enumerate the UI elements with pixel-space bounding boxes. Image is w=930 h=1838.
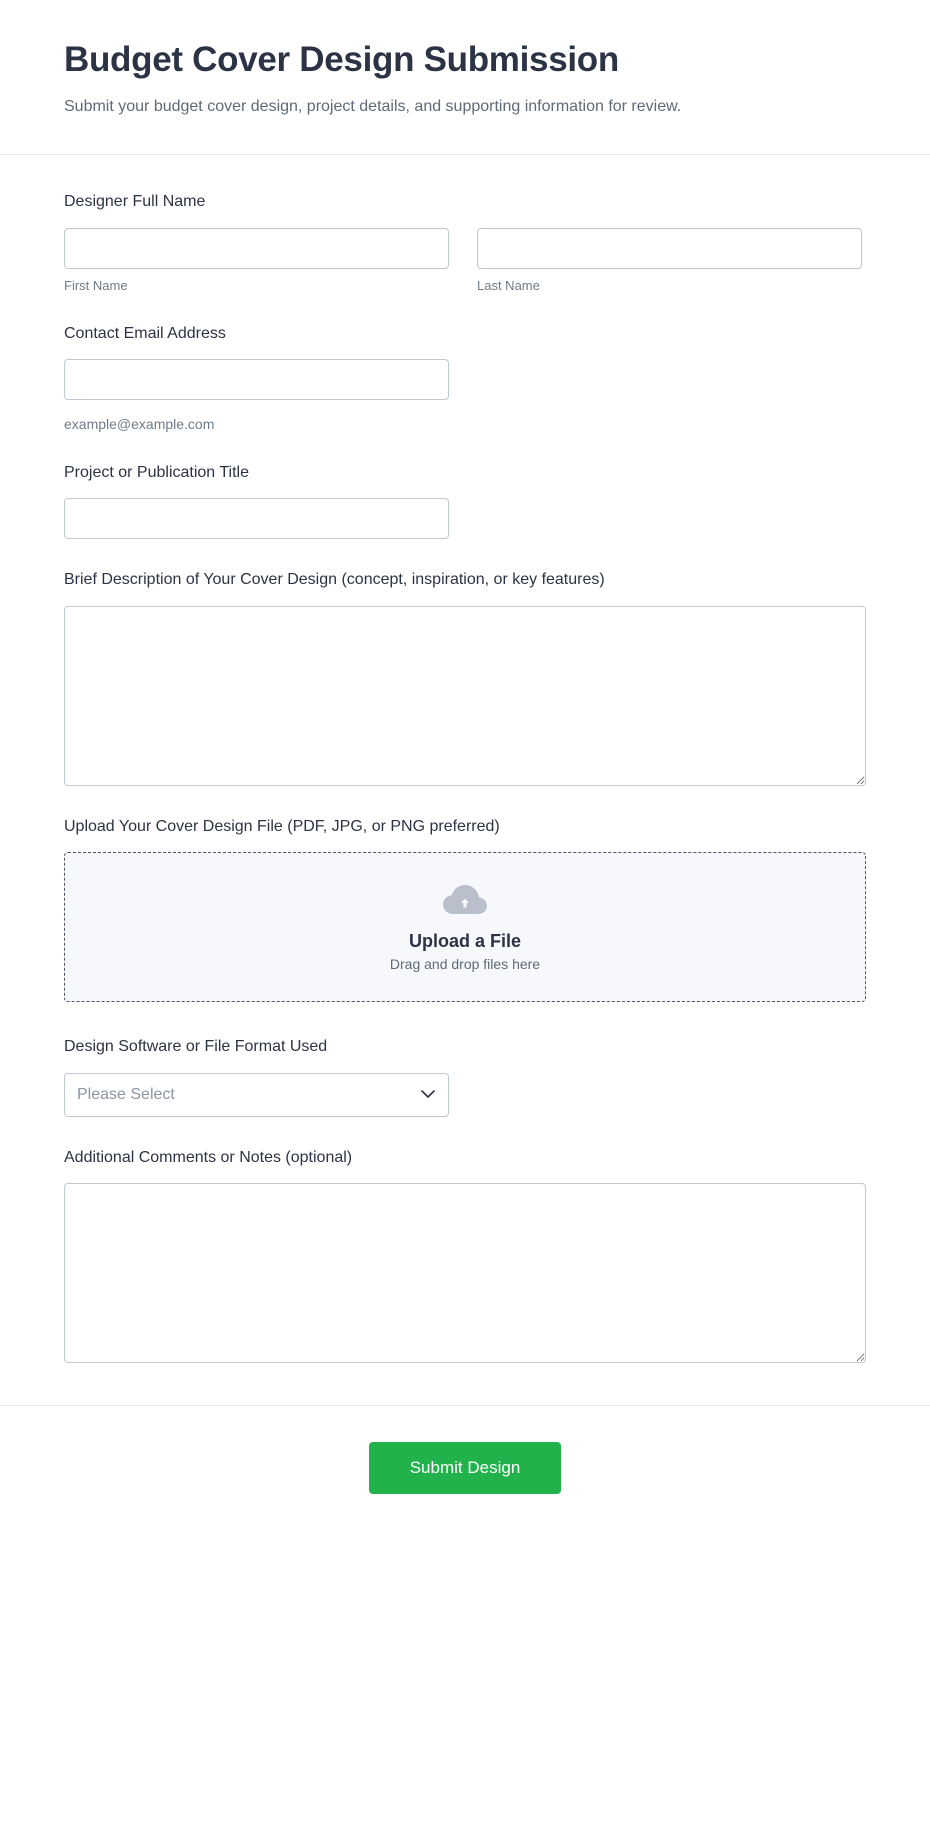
form-header [0, 0, 930, 155]
field-email [64, 323, 866, 432]
form-body [0, 155, 930, 1363]
file-upload-dropzone[interactable] [64, 852, 866, 1002]
email-sublabel: example@example.com [64, 415, 215, 432]
label-upload: Upload Your Cover Design File (PDF, JPG, or PNG preferred) [64, 817, 500, 835]
page-title: Budget Cover Design Submission [64, 40, 619, 79]
label-design-software: Design Software or File Format Used [64, 1038, 328, 1056]
last-name-group [477, 228, 862, 293]
field-upload [64, 816, 866, 1002]
page-subtitle: Submit your budget cover design, project details, and supporting information for review. [64, 98, 682, 116]
last-name-sublabel: Last Name [477, 277, 540, 293]
last-name-input[interactable] [477, 228, 862, 269]
field-comments [64, 1147, 866, 1363]
label-comments: Additional Comments or Notes (optional) [64, 1148, 353, 1166]
description-textarea[interactable] [64, 606, 866, 786]
project-title-group [64, 498, 449, 539]
design-software-select[interactable] [64, 1073, 449, 1117]
design-software-select-wrap [64, 1073, 449, 1117]
form-footer [0, 1405, 930, 1534]
label-project-title: Project or Publication Title [64, 463, 249, 481]
field-project-title [64, 462, 866, 539]
field-design-software [64, 1036, 866, 1116]
first-name-group [64, 228, 449, 293]
field-description [64, 569, 866, 785]
email-input[interactable] [64, 359, 449, 400]
name-row [64, 228, 866, 293]
upload-hint: Drag and drop files here [389, 956, 541, 973]
submit-button[interactable]: Submit Design [369, 1442, 561, 1494]
first-name-sublabel: First Name [64, 277, 128, 293]
label-designer-name: Designer Full Name [64, 193, 206, 211]
upload-title: Upload a File [408, 931, 522, 952]
label-description: Brief Description of Your Cover Design (concept, inspiration, or key features) [64, 571, 605, 589]
comments-textarea[interactable] [64, 1183, 866, 1363]
project-title-input[interactable] [64, 498, 449, 539]
email-group [64, 359, 449, 432]
cloud-upload-icon [442, 882, 488, 921]
first-name-input[interactable] [64, 228, 449, 269]
label-email: Contact Email Address [64, 324, 226, 342]
field-designer-name [64, 191, 866, 292]
